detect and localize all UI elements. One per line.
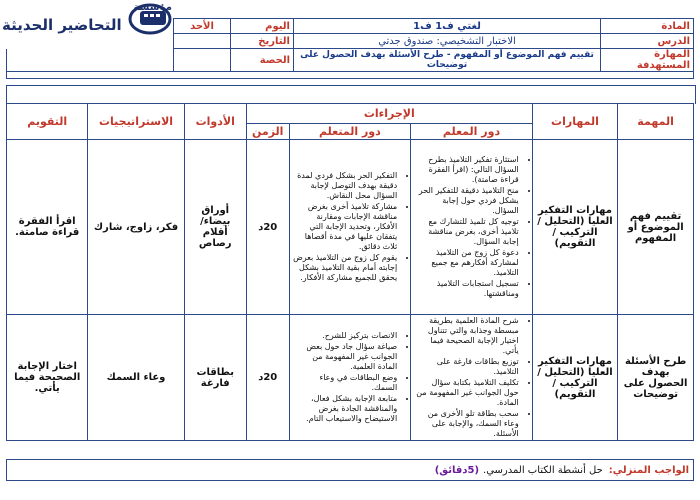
lesson-value: الاختبار التشخيصي: صندوق جدتي [294, 34, 601, 49]
list-item: • وضع البطاقات في وعاء السمك. [293, 373, 398, 393]
homework-label: الواجب المنزلي: [608, 464, 689, 476]
col-skills: المهارات [532, 104, 617, 140]
list-item: • شرح المادة العلمية بطريقة مبسطة وجذابة والتي تتناول اختيار الإجابة الصحيحة فيما يأتي. [414, 316, 519, 356]
list-item: • توجيه كل تلميذ للتشارك مع تلاميذ أخرى، بغرض مناقشة إجابة السؤال. [414, 217, 519, 247]
subject-label: المادة [601, 19, 694, 34]
skill-value: تقييم فهم الموضوع أو المفهوم - طرح الأسئلة بهدف الحصول على توضيحات [294, 49, 601, 72]
period-value [174, 49, 231, 72]
row2-strategies: وعاء السمك [88, 315, 184, 441]
date-value [174, 34, 231, 49]
row2-time: 20د [246, 315, 289, 441]
col-learner: دور المتعلم [289, 124, 411, 140]
list-item: • دعوة كل زوج من التلاميذ لمشاركة أفكارهم مع جميع التلاميذ. [414, 248, 519, 278]
homework-footer [6, 459, 694, 481]
header-row-spacer [7, 72, 694, 79]
row1-tools: أوراق بيضاء/ أقلام رصاص [184, 140, 246, 315]
row1-task: تقييم فهم الموضوع أو المفهوم [618, 140, 694, 315]
list-item: • التفكير الحر بشكل فردي لمدة دقيقة بهدف التوصل لإجابة السؤال محل النقاش. [293, 171, 398, 201]
col-teacher: دور المعلم [411, 124, 533, 140]
procedures-table [6, 103, 694, 441]
blank-strip [6, 85, 696, 104]
period-label: الحصة [231, 49, 294, 72]
row2-learner [289, 315, 411, 441]
row2-evaluation: اختار الإجابة الصحيحة فيما يأتي. [7, 315, 88, 441]
list-item: • سحب بطاقة تلو الأخرى من وعاء السمك، والإجابة على الأسئلة. [414, 409, 519, 439]
day-value: الأحد [174, 19, 231, 34]
row1-learner [289, 140, 411, 315]
subject-value: لغتي ف1 ف1 [294, 19, 601, 34]
list-item: • صياغة سؤال جاد حول بعض الجوانب غير المفهومة من المادة العلمية. [293, 342, 398, 372]
col-time: الزمن [246, 124, 289, 140]
list-item: • استثارة تفكير التلاميذ بطرح السؤال التالي: (اقرأ الفقرة قراءة صامتة). [414, 155, 519, 185]
row2-tools: بطاقات فارغة [184, 315, 246, 441]
list-item: • تسجيل استجابات التلاميذ ومناقشتها. [414, 279, 519, 299]
row2-teacher [411, 315, 533, 441]
col-task: المهمة [618, 104, 694, 140]
row1-evaluation: اقرأ الفقرة قراءة صامتة. [7, 140, 88, 315]
row1-skills: مهارات التفكير العليا (التحليل / التركيب / التقويم) [532, 140, 617, 315]
skill-label: المهارة المستهدفة [601, 49, 694, 72]
logo-top-text: مؤسسة [133, 2, 172, 13]
site-logo [2, 2, 178, 40]
list-item: • توزيع بطاقات فارغة على التلاميذ. [414, 357, 519, 377]
date-label: التاريخ [231, 34, 294, 49]
header-row-skill [7, 49, 694, 72]
row2-task: طرح الأسئلة بهدف الحصول على توضيحات [618, 315, 694, 441]
row2-skills: مهارات التفكير العليا (التحليل / التركيب / التقويم) [532, 315, 617, 441]
table-row [7, 315, 694, 441]
list-item: • الانصات بتركيز للشرح. [293, 331, 398, 341]
row1-strategies: فكر، زاوج، شارك [88, 140, 184, 315]
homework-time: (5دقائق) [434, 464, 480, 476]
list-item: • متابعة الإجابة بشكل فعال، والمناقشة الجادة بغرض الاستيضاح والاستيعاب التام. [293, 394, 398, 424]
list-item: • مشاركة تلاميذ أخرى بغرض مناقشة الإجابات ومقارنة الأفكار، وتحديد الإجابة التي يتفقان عليها في مدة أقصاها ثلاث دقائق. [293, 202, 398, 252]
list-item: • يقوم كل زوج من التلاميذ بعرض إجابته أمام بقية التلاميذ بشكل يحقق للجميع مشاركة الأفكار. [293, 253, 398, 283]
homework-value: حل أنشطة الكتاب المدرسي. [483, 464, 603, 476]
day-label: اليوم [231, 19, 294, 34]
row1-teacher [411, 140, 533, 315]
logo-main-text: التحاضير الحديثة [2, 16, 122, 34]
table-row [7, 140, 694, 315]
col-strategies: الاستراتيجيات [88, 104, 184, 140]
list-item: • تكليف التلاميذ بكتابة سؤال حول الجوانب غير المفهومة من المادة. [414, 378, 519, 408]
col-tools: الأدوات [184, 104, 246, 140]
lesson-label: الدرس [601, 34, 694, 49]
col-evaluation: التقويم [7, 104, 88, 140]
row1-time: 20د [246, 140, 289, 315]
main-header-row [7, 104, 694, 124]
col-procedures: الإجراءات [246, 104, 532, 124]
list-item: • منح التلاميذ دقيقة للتفكير الحر بشكل فردي حول إجابة السؤال. [414, 186, 519, 216]
